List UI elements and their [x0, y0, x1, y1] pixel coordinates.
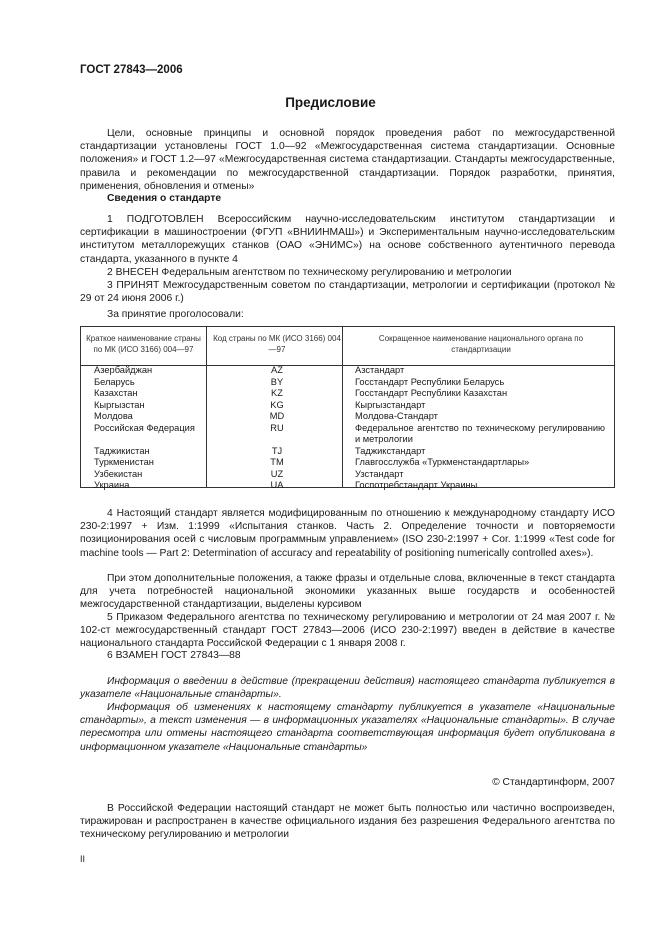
reproduction-notice-paragraph: В Российской Федерации настоящий стандарт не может быть полностью или частично воспроизведен, тиражирован и распространен в качестве официального издания без разрешения Федерального агентства по техническому регулированию и метрологии: [80, 803, 615, 841]
table-header-body: Сокращенное наименование национального органа по стандартизации: [378, 334, 584, 354]
standards-body: Госстандарт Республики Казахстан: [355, 388, 508, 398]
country-name: Таджикистан: [94, 445, 150, 456]
info-changes-paragraph: Информация об изменениях к настоящему стандарту публикуется в указателе «Национальные стандарты», а текст изменения — в информационных указателях «Национальные стандарты». В случае пересмотра или отмены настоящего стандарта соответствующая информация будет опубликована в информационном указателе «Национальные стандарты»: [80, 702, 615, 753]
country-code: BY: [270, 376, 284, 387]
standards-body: Госпотребстандарт Украины: [355, 480, 478, 490]
country-name: Российская Федерация: [94, 422, 195, 433]
item-5-paragraph: 5 Приказом Федерального агентства по техническому регулированию и метрологии от 24 мая 2007 г. № 102-ст межгосударственный стандарт ГОСТ 27843—2006 (ИСО 230-2:1997) введен в действие в качестве национального стандарта Российской Федерации с 1 января 2008 г.: [80, 612, 615, 650]
intro-paragraph: Цели, основные принципы и основной порядок проведения работ по межгосударственной стандартизации установлены ГОСТ 1.0—92 «Межгосударственная система стандартизации. Основные положения» и ГОСТ 1.2—97 «Межгосударственная система стандартизации. Стандарты межгосударственные, правила и рекомендации по межгосударственной стандартизации. Порядок разработки, принятия, применения, обновления и отмены»: [80, 128, 615, 192]
country-name: Туркменистан: [94, 457, 154, 467]
country-code: KZ: [271, 388, 283, 398]
standards-body: Молдова-Стандарт: [355, 411, 438, 421]
country-code: MD: [269, 411, 285, 421]
member-states-table: [80, 326, 615, 488]
table-header-row: [81, 327, 614, 366]
copyright-line: © Стандартинформ, 2007: [492, 777, 615, 788]
country-name: Казахстан: [94, 388, 138, 398]
country-code: UA: [270, 480, 284, 490]
page-title: Предисловие: [285, 95, 376, 110]
country-name: Украина: [94, 480, 130, 490]
standards-body: Азстандарт: [355, 365, 405, 375]
country-code: UZ: [270, 468, 284, 479]
item-2-paragraph: 2 ВНЕСЕН Федеральным агентством по техническому регулированию и метрологии: [107, 267, 512, 278]
table-header-country: Краткое наименование страны по МК (ИСО 3166) 004—97: [86, 334, 201, 354]
document-code-header: ГОСТ 27843—2006: [80, 64, 183, 76]
country-code: KG: [270, 399, 284, 410]
voted-label: За принятие проголосовали:: [107, 309, 244, 320]
item-4-paragraph: 4 Настоящий стандарт является модифицированным по отношению к международному стандарту ИСО 230-2:1997 + Изм. 1:1999 «Испытания станков. Часть 2. Определение точности и повторяемости позиционирования осей с числовым программным управлением» (ISO 230-2:1997 + Cor. 1:1999 «Test code for machine tools — Part 2: Determination of accuracy and repeatability of positioning numerically controlled axes»).: [80, 508, 615, 559]
item-4-note-paragraph: При этом дополнительные положения, а также фразы и отдельные слова, включенные в текст стандарта для учета потребностей национальной экономики указанных выше государств и особенностей межгосударственной стандартизации, выделены курсивом: [80, 573, 615, 611]
standards-body: Госстандарт Республики Беларусь: [355, 376, 505, 387]
country-name: Беларусь: [94, 376, 135, 387]
country-name: Кыргызстан: [94, 399, 145, 410]
table-header-code: Код страны по МК (ИСО 3166) 004—97: [213, 334, 341, 354]
standards-body: Главгосслужба «Туркменстандартлары»: [355, 457, 530, 467]
table-divider: [206, 327, 207, 487]
standards-body: Таджикстандарт: [355, 445, 426, 456]
country-name: Молдова: [94, 411, 133, 421]
item-1-paragraph: 1 ПОДГОТОВЛЕН Всероссийским научно-исследовательским институтом стандартизации и сертификации в машиностроении (ФГУП «ВНИИНМАШ») и Экспериментальным научно-исследовательским институтом металлорежущих станков (ОАО «ЭНИМС») на основе собственного аутентичного перевода стандарта, указанного в пункте 4: [80, 214, 615, 265]
section-subheading: Сведения о стандарте: [107, 193, 222, 204]
table-divider: [342, 327, 343, 487]
country-code: TM: [270, 457, 284, 467]
standards-body: Федеральное агентство по техническому регулированию и метрологии: [355, 422, 605, 444]
info-introduction-paragraph: Информация о введении в действие (прекращении действия) настоящего стандарта публикуется в указателе «Национальные стандарты».: [80, 676, 615, 701]
item-3-paragraph: 3 ПРИНЯТ Межгосударственным советом по стандартизации, метрологии и сертификации (протокол № 29 от 24 июня 2006 г.): [80, 280, 615, 305]
page-number: II: [80, 854, 86, 864]
country-code: AZ: [271, 365, 283, 375]
standards-body: Кыргызстандарт: [355, 399, 426, 410]
country-code: RU: [270, 422, 284, 433]
item-6-paragraph: 6 ВЗАМЕН ГОСТ 27843—88: [107, 650, 241, 661]
standards-body: Узстандарт: [355, 468, 404, 479]
country-name: Узбекистан: [94, 468, 143, 479]
country-name: Азербайджан: [94, 365, 153, 375]
country-code: TJ: [271, 445, 283, 456]
